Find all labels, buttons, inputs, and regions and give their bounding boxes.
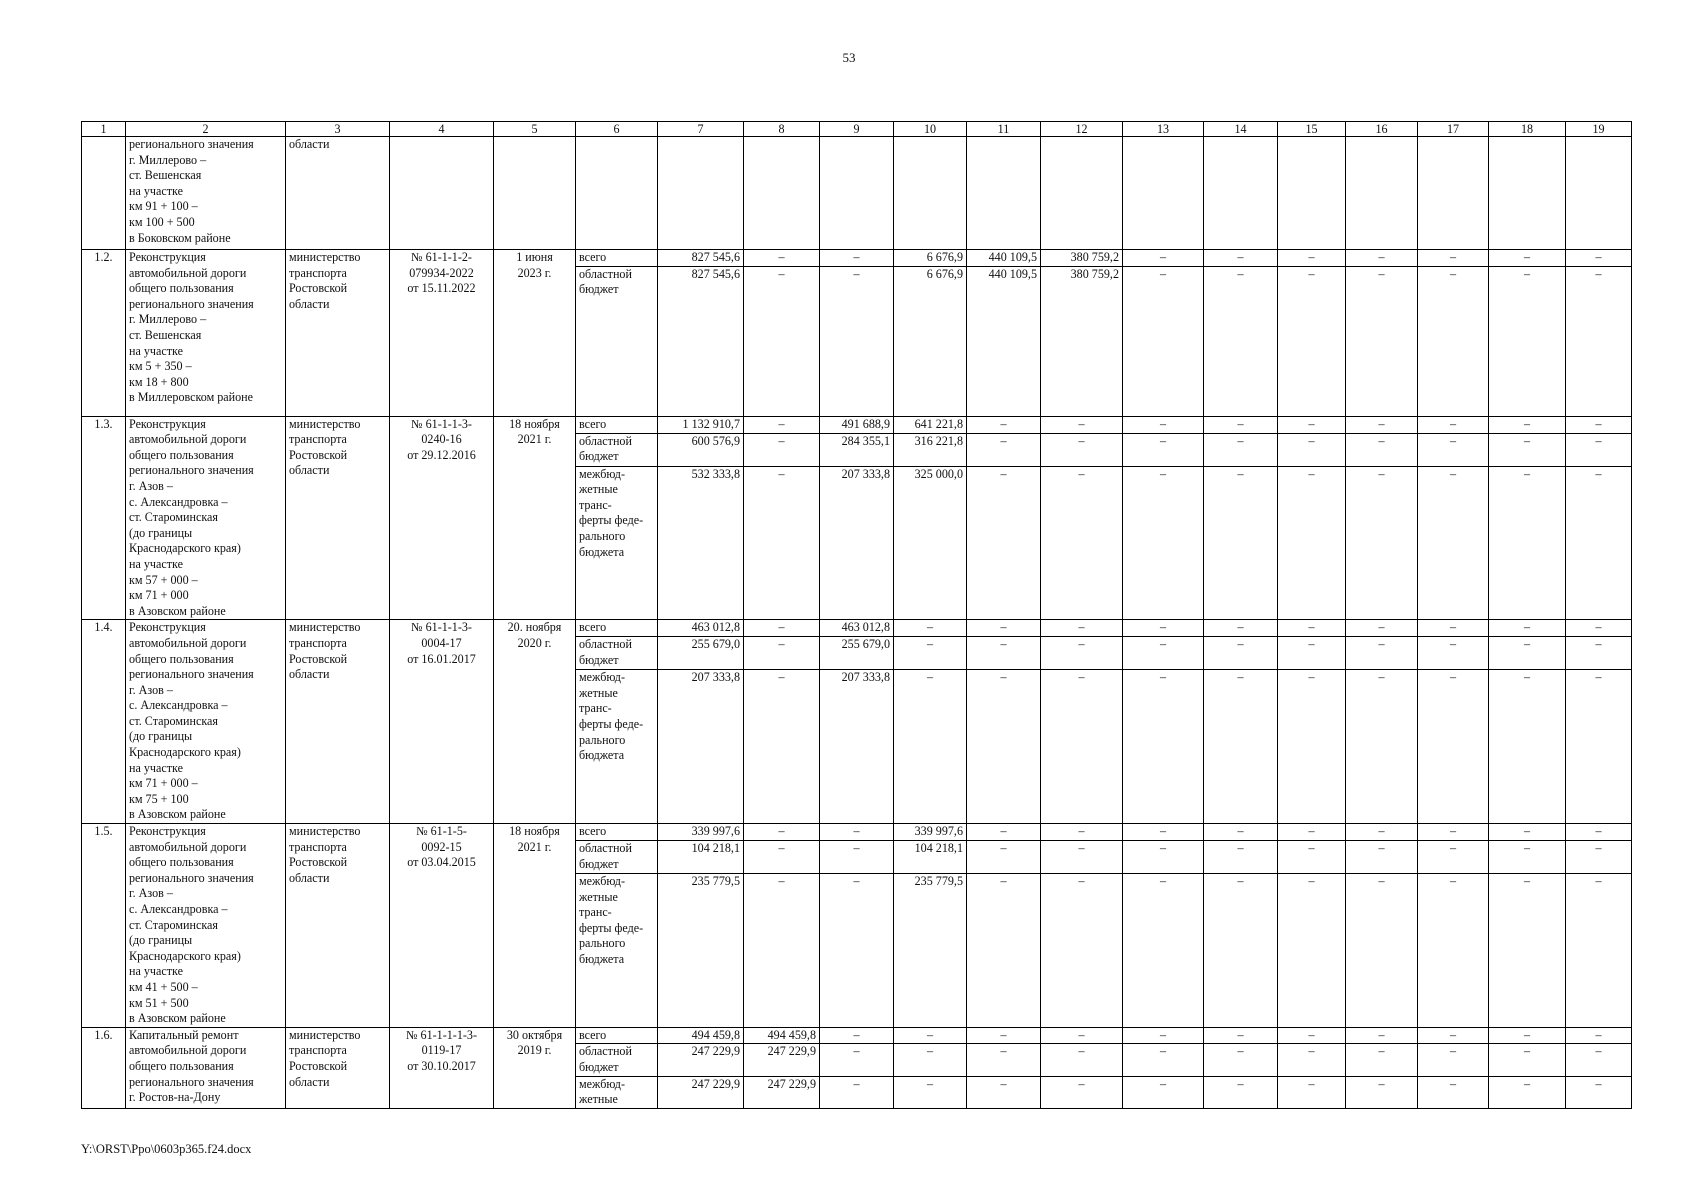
amount-cell (1123, 137, 1204, 250)
amount-cell: – (967, 841, 1041, 874)
object-name: Реконструкция автомобильной дороги общего пользования регионального значения г. Азов – с. Александровка – ст. Староминская (до границы Краснодарского края) на участке км 71 + 000 – км 75 + 100 в Азовском районе (126, 620, 286, 824)
responsible-organization: министерство транспорта Ростовской области (286, 824, 390, 1028)
document-number (390, 137, 494, 250)
completion-date: 1 июня 2023 г. (494, 250, 576, 417)
amount-cell: – (1418, 841, 1489, 874)
amount-cell: – (894, 1027, 967, 1044)
amount-cell: – (1204, 433, 1278, 466)
table-row (82, 416, 1632, 433)
column-number-header: 3 (286, 122, 390, 137)
column-number-header: 18 (1489, 122, 1566, 137)
column-number-header: 2 (126, 122, 286, 137)
amount-cell: – (1489, 824, 1566, 841)
amount-cell: – (1418, 670, 1489, 824)
object-name: Капитальный ремонт автомобильной дороги общего пользования регионального значения г. Ростов-на-Дону (126, 1027, 286, 1108)
amount-cell: – (1123, 1076, 1204, 1108)
amount-cell: – (967, 637, 1041, 670)
funding-source: межбюд- жетные (576, 1076, 658, 1108)
completion-date: 20. ноября 2020 г. (494, 620, 576, 824)
amount-cell: – (1418, 1027, 1489, 1044)
amount-cell: – (1418, 416, 1489, 433)
amount-cell: – (1278, 824, 1346, 841)
amount-cell: – (744, 466, 820, 620)
object-name: Реконструкция автомобильной дороги общего пользования регионального значения г. Миллерово – ст. Вешенская на участке км 5 + 350 – км 18 + 800 в Миллеровском районе (126, 250, 286, 417)
amount-cell: – (1278, 466, 1346, 620)
table-row (82, 1027, 1632, 1044)
amount-cell: – (967, 416, 1041, 433)
amount-cell: – (1489, 1076, 1566, 1108)
amount-cell: – (820, 266, 894, 416)
amount-cell: – (1566, 433, 1632, 466)
amount-cell: – (820, 1044, 894, 1076)
amount-cell: – (1566, 841, 1632, 874)
amount-cell: 339 997,6 (658, 824, 744, 841)
amount-cell: – (820, 250, 894, 267)
amount-cell: – (1041, 874, 1123, 1028)
amount-cell: – (1041, 1044, 1123, 1076)
amount-cell: 247 229,9 (658, 1076, 744, 1108)
amount-cell: – (744, 841, 820, 874)
amount-cell: – (744, 416, 820, 433)
amount-cell: – (1566, 266, 1632, 416)
funding-source: областной бюджет (576, 433, 658, 466)
amount-cell: – (1123, 620, 1204, 637)
amount-cell: – (1566, 1044, 1632, 1076)
completion-date (494, 137, 576, 250)
amount-cell: – (1489, 670, 1566, 824)
amount-cell: – (1123, 1044, 1204, 1076)
amount-cell: – (1204, 637, 1278, 670)
amount-cell: 532 333,8 (658, 466, 744, 620)
amount-cell: 207 333,8 (820, 670, 894, 824)
funding-source: всего (576, 1027, 658, 1044)
amount-cell: – (1123, 670, 1204, 824)
document-number: № 61-1-5- 0092-15 от 03.04.2015 (390, 824, 494, 1028)
amount-cell: 316 221,8 (894, 433, 967, 466)
amount-cell: – (1346, 466, 1418, 620)
amount-cell: 827 545,6 (658, 250, 744, 267)
amount-cell: – (1278, 1076, 1346, 1108)
amount-cell: – (1041, 416, 1123, 433)
amount-cell: – (1123, 416, 1204, 433)
amount-cell: – (1418, 874, 1489, 1028)
amount-cell: – (1346, 433, 1418, 466)
amount-cell: – (1278, 620, 1346, 637)
object-name: регионального значения г. Миллерово – ст. Вешенская на участке км 91 + 100 – км 100 + 500 в Боковском районе (126, 137, 286, 250)
amount-cell: – (894, 1076, 967, 1108)
amount-cell: 641 221,8 (894, 416, 967, 433)
amount-cell: 380 759,2 (1041, 250, 1123, 267)
column-number-header: 16 (1346, 122, 1418, 137)
amount-cell: 255 679,0 (658, 637, 744, 670)
amount-cell: – (1278, 266, 1346, 416)
amount-cell: – (1041, 1076, 1123, 1108)
amount-cell: – (1489, 466, 1566, 620)
amount-cell: – (1489, 874, 1566, 1028)
amount-cell: – (1204, 250, 1278, 267)
amount-cell: – (1566, 1076, 1632, 1108)
amount-cell: 494 459,8 (658, 1027, 744, 1044)
funding-source: всего (576, 250, 658, 267)
amount-cell: – (1346, 1027, 1418, 1044)
amount-cell: – (1566, 824, 1632, 841)
amount-cell: – (967, 824, 1041, 841)
amount-cell: 494 459,8 (744, 1027, 820, 1044)
amount-cell: – (1041, 433, 1123, 466)
amount-cell: 247 229,9 (744, 1076, 820, 1108)
amount-cell: – (1489, 250, 1566, 267)
item-number: 1.5. (82, 824, 126, 1028)
object-name: Реконструкция автомобильной дороги общего пользования регионального значения г. Азов – с. Александровка – ст. Староминская (до границы Краснодарского края) на участке км 41 + 500 – км 51 + 500 в Азовском районе (126, 824, 286, 1028)
amount-cell: – (1123, 466, 1204, 620)
amount-cell: – (1204, 841, 1278, 874)
funding-source: всего (576, 620, 658, 637)
amount-cell (1346, 137, 1418, 250)
responsible-organization: министерство транспорта Ростовской области (286, 250, 390, 417)
amount-cell: – (1489, 1044, 1566, 1076)
document-number: № 61-1-1-1-3- 0119-17 от 30.10.2017 (390, 1027, 494, 1108)
funding-source: областной бюджет (576, 841, 658, 874)
amount-cell: – (1418, 250, 1489, 267)
amount-cell: – (1566, 620, 1632, 637)
amount-cell: – (1346, 637, 1418, 670)
amount-cell: – (1346, 1076, 1418, 1108)
amount-cell: – (1041, 824, 1123, 841)
amount-cell: – (1204, 824, 1278, 841)
amount-cell: – (744, 433, 820, 466)
amount-cell: – (1278, 670, 1346, 824)
amount-cell: – (1418, 1076, 1489, 1108)
page-number: 53 (842, 50, 856, 65)
column-number-header: 7 (658, 122, 744, 137)
amount-cell (1418, 137, 1489, 250)
amount-cell: – (1278, 1044, 1346, 1076)
amount-cell: – (1278, 433, 1346, 466)
amount-cell: 207 333,8 (658, 670, 744, 824)
amount-cell: 491 688,9 (820, 416, 894, 433)
amount-cell: – (967, 874, 1041, 1028)
amount-cell: – (1489, 1027, 1566, 1044)
object-name: Реконструкция автомобильной дороги общего пользования регионального значения г. Азов – с. Александровка – ст. Староминская (до границы Краснодарского края) на участке км 57 + 000 – км 71 + 000 в Азовском районе (126, 416, 286, 620)
column-number-header: 4 (390, 122, 494, 137)
document-number: № 61-1-1-3- 0004-17 от 16.01.2017 (390, 620, 494, 824)
amount-cell: – (1418, 433, 1489, 466)
amount-cell: – (1489, 841, 1566, 874)
amount-cell: – (894, 620, 967, 637)
amount-cell: – (1041, 1027, 1123, 1044)
amount-cell: 463 012,8 (820, 620, 894, 637)
amount-cell: – (1123, 824, 1204, 841)
amount-cell: – (1566, 637, 1632, 670)
amount-cell: 380 759,2 (1041, 266, 1123, 416)
amount-cell: 440 109,5 (967, 250, 1041, 267)
item-number: 1.6. (82, 1027, 126, 1108)
amount-cell: 325 000,0 (894, 466, 967, 620)
amount-cell: 104 218,1 (658, 841, 744, 874)
amount-cell: – (1278, 637, 1346, 670)
amount-cell: – (894, 1044, 967, 1076)
amount-cell: – (967, 1044, 1041, 1076)
amount-cell: – (1346, 874, 1418, 1028)
amount-cell (894, 137, 967, 250)
amount-cell: – (820, 824, 894, 841)
amount-cell: – (967, 1027, 1041, 1044)
funding-source: всего (576, 824, 658, 841)
amount-cell: – (1204, 266, 1278, 416)
amount-cell: 255 679,0 (820, 637, 894, 670)
amount-cell: – (820, 1027, 894, 1044)
amount-cell: – (1204, 620, 1278, 637)
amount-cell: – (1418, 620, 1489, 637)
amount-cell: 247 229,9 (658, 1044, 744, 1076)
amount-cell: – (1041, 670, 1123, 824)
amount-cell: – (1278, 1027, 1346, 1044)
amount-cell: – (1566, 670, 1632, 824)
amount-cell: – (744, 824, 820, 841)
amount-cell: – (1418, 1044, 1489, 1076)
amount-cell: – (1123, 637, 1204, 670)
amount-cell (1489, 137, 1566, 250)
amount-cell: 440 109,5 (967, 266, 1041, 416)
column-number-header: 5 (494, 122, 576, 137)
funding-source: межбюд- жетные транс- ферты феде- рального бюджета (576, 466, 658, 620)
amount-cell: 235 779,5 (894, 874, 967, 1028)
amount-cell (820, 137, 894, 250)
amount-cell: – (1123, 841, 1204, 874)
column-number-header: 6 (576, 122, 658, 137)
amount-cell: 463 012,8 (658, 620, 744, 637)
amount-cell: – (1204, 874, 1278, 1028)
amount-cell: – (1418, 637, 1489, 670)
amount-cell: – (967, 466, 1041, 620)
table-row (82, 620, 1632, 637)
column-number-row (82, 122, 1632, 137)
amount-cell: – (1346, 266, 1418, 416)
amount-cell: – (1278, 250, 1346, 267)
responsible-organization: области (286, 137, 390, 250)
funding-source: межбюд- жетные транс- ферты феде- рального бюджета (576, 874, 658, 1028)
column-number-header: 8 (744, 122, 820, 137)
amount-cell: – (1346, 250, 1418, 267)
amount-cell: – (1418, 466, 1489, 620)
amount-cell: – (967, 433, 1041, 466)
table-body (82, 137, 1632, 1109)
completion-date: 30 октября 2019 г. (494, 1027, 576, 1108)
amount-cell: – (1123, 433, 1204, 466)
amount-cell: – (1123, 1027, 1204, 1044)
footer-file-path: Y:\ORST\Ppo\0603p365.f24.docx (81, 1142, 252, 1156)
amount-cell: – (1489, 416, 1566, 433)
amount-cell: 284 355,1 (820, 433, 894, 466)
amount-cell: – (967, 620, 1041, 637)
table-row (82, 824, 1632, 841)
amount-cell (658, 137, 744, 250)
funding-source: областной бюджет (576, 637, 658, 670)
completion-date: 18 ноября 2021 г. (494, 416, 576, 620)
amount-cell: – (1204, 466, 1278, 620)
amount-cell: – (820, 874, 894, 1028)
amount-cell: – (967, 670, 1041, 824)
budget-table (81, 121, 1632, 1109)
funding-source: межбюд- жетные транс- ферты феде- рального бюджета (576, 670, 658, 824)
amount-cell: – (1566, 1027, 1632, 1044)
amount-cell: – (1204, 1027, 1278, 1044)
amount-cell: – (894, 670, 967, 824)
amount-cell: – (1346, 841, 1418, 874)
amount-cell: – (744, 637, 820, 670)
column-number-header: 17 (1418, 122, 1489, 137)
document-number: № 61-1-1-2- 079934-2022 от 15.11.2022 (390, 250, 494, 417)
funding-source: всего (576, 416, 658, 433)
column-number-header: 1 (82, 122, 126, 137)
amount-cell: – (744, 874, 820, 1028)
amount-cell (1278, 137, 1346, 250)
amount-cell: – (1346, 670, 1418, 824)
amount-cell: – (744, 620, 820, 637)
amount-cell: – (1418, 266, 1489, 416)
item-number: 1.3. (82, 416, 126, 620)
amount-cell: 104 218,1 (894, 841, 967, 874)
amount-cell: – (1566, 874, 1632, 1028)
amount-cell: – (1346, 1044, 1418, 1076)
amount-cell (1566, 137, 1632, 250)
amount-cell: – (1278, 874, 1346, 1028)
amount-cell: – (1489, 266, 1566, 416)
amount-cell: – (1278, 841, 1346, 874)
completion-date: 18 ноября 2021 г. (494, 824, 576, 1028)
amount-cell: – (1123, 250, 1204, 267)
amount-cell: – (1204, 670, 1278, 824)
amount-cell: – (820, 1076, 894, 1108)
amount-cell: – (1418, 824, 1489, 841)
amount-cell: 6 676,9 (894, 250, 967, 267)
amount-cell (967, 137, 1041, 250)
column-number-header: 11 (967, 122, 1041, 137)
amount-cell: – (1566, 416, 1632, 433)
responsible-organization: министерство транспорта Ростовской области (286, 416, 390, 620)
item-number: 1.4. (82, 620, 126, 824)
funding-source (576, 137, 658, 250)
amount-cell (744, 137, 820, 250)
amount-cell: – (820, 841, 894, 874)
amount-cell: – (1204, 416, 1278, 433)
amount-cell: 827 545,6 (658, 266, 744, 416)
amount-cell: – (1041, 620, 1123, 637)
document-number: № 61-1-1-3- 0240-16 от 29.12.2016 (390, 416, 494, 620)
table-row (82, 250, 1632, 267)
amount-cell: – (1204, 1044, 1278, 1076)
amount-cell: – (1489, 637, 1566, 670)
column-number-header: 9 (820, 122, 894, 137)
amount-cell: – (1489, 620, 1566, 637)
amount-cell: – (1204, 1076, 1278, 1108)
amount-cell: – (744, 670, 820, 824)
amount-cell: 600 576,9 (658, 433, 744, 466)
table-row (82, 137, 1632, 250)
amount-cell: – (1041, 466, 1123, 620)
amount-cell: 247 229,9 (744, 1044, 820, 1076)
amount-cell: – (1278, 416, 1346, 433)
column-number-header: 10 (894, 122, 967, 137)
amount-cell: – (1123, 874, 1204, 1028)
amount-cell: – (744, 266, 820, 416)
funding-source: областной бюджет (576, 266, 658, 416)
amount-cell: 1 132 910,7 (658, 416, 744, 433)
amount-cell: – (967, 1076, 1041, 1108)
column-number-header: 12 (1041, 122, 1123, 137)
amount-cell: – (1041, 841, 1123, 874)
amount-cell: – (894, 637, 967, 670)
amount-cell: – (1346, 416, 1418, 433)
amount-cell: – (1566, 250, 1632, 267)
column-number-header: 13 (1123, 122, 1204, 137)
amount-cell: – (744, 250, 820, 267)
responsible-organization: министерство транспорта Ростовской области (286, 1027, 390, 1108)
item-number: 1.2. (82, 250, 126, 417)
amount-cell: – (1041, 637, 1123, 670)
column-number-header: 19 (1566, 122, 1632, 137)
amount-cell: – (1489, 433, 1566, 466)
responsible-organization: министерство транспорта Ростовской области (286, 620, 390, 824)
amount-cell: 207 333,8 (820, 466, 894, 620)
funding-source: областной бюджет (576, 1044, 658, 1076)
column-number-header: 15 (1278, 122, 1346, 137)
item-number (82, 137, 126, 250)
amount-cell: – (1346, 620, 1418, 637)
amount-cell (1204, 137, 1278, 250)
amount-cell (1041, 137, 1123, 250)
amount-cell: – (1566, 466, 1632, 620)
amount-cell: 339 997,6 (894, 824, 967, 841)
column-number-header: 14 (1204, 122, 1278, 137)
amount-cell: 6 676,9 (894, 266, 967, 416)
amount-cell: 235 779,5 (658, 874, 744, 1028)
amount-cell: – (1346, 824, 1418, 841)
amount-cell: – (1123, 266, 1204, 416)
